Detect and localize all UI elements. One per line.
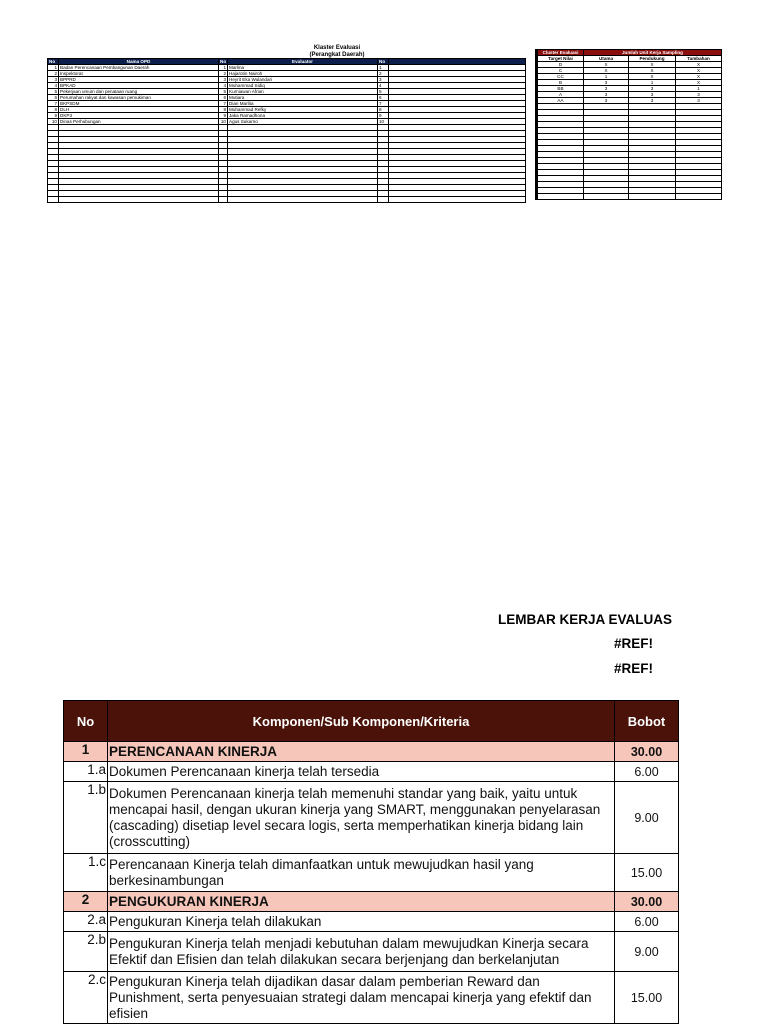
col-no: No xyxy=(64,701,108,742)
ref-error-1: #REF! xyxy=(614,636,654,651)
row-text: Pengukuran Kinerja telah dilakukan xyxy=(108,912,615,932)
table-row xyxy=(537,194,722,200)
target-value: B xyxy=(537,80,584,86)
opd-no: 10 xyxy=(48,119,59,125)
opd-name: Badan Perencanaan Pembangunan Daerah xyxy=(59,65,219,71)
pendukung-value: 1 xyxy=(629,80,676,86)
opd-name: Dinas Perhubungan xyxy=(59,119,219,125)
evaluator-no: 2 xyxy=(219,71,228,77)
row-number: 1 xyxy=(64,742,108,762)
pendukung-value: X xyxy=(629,74,676,80)
opd-no: 7 xyxy=(48,101,59,107)
row-bobot: 9.00 xyxy=(615,932,679,972)
opd-name: BPKAD xyxy=(59,83,219,89)
tambahan-value: X xyxy=(676,80,722,86)
col-opd: Nama OPD xyxy=(59,59,219,65)
third-no: 8 xyxy=(378,107,389,113)
col-pendukung: Pendukung xyxy=(629,56,676,62)
row-text: Dokumen Perencanaan kinerja telah memenuhi standar yang baik, yaitu untuk mencapai hasil, dengan ukuran kinerja yang SMART, menggunakan penyelarasan (cascading) disetiap level secara logis, serta memperhatikan kinerja bidang lain (crosscutting) xyxy=(108,782,615,854)
opd-name: Inspektorat xyxy=(59,71,219,77)
row-text: PERENCANAAN KINERJA xyxy=(108,742,615,762)
opd-no: 3 xyxy=(48,77,59,83)
opd-name: BKPSDM xyxy=(59,101,219,107)
evaluator-name: Agus Sukarno xyxy=(228,119,378,125)
row-number: 2.b xyxy=(64,932,108,972)
col-no-1: No xyxy=(48,59,59,65)
target-value: BB xyxy=(537,86,584,92)
row-text: Pengukuran Kinerja telah menjadi kebutuhan dalam mewujudkan Kinerja secara Efektif dan Efisien dan telah dilakukan secara berjenjang dan berkelanjutan xyxy=(108,932,615,972)
evaluator-no: 3 xyxy=(219,77,228,83)
lembar-kerja-title: LEMBAR KERJA EVALUAS xyxy=(498,612,673,627)
opd-no: 2 xyxy=(48,71,59,77)
sheet-subtitle: (Perangkat Daerah) xyxy=(309,52,365,58)
col-evaluator: Evaluator xyxy=(228,59,378,65)
evaluator-name: Muhammad Refky xyxy=(228,107,378,113)
tambahan-value: 3 xyxy=(676,92,722,98)
third-no: 3 xyxy=(378,77,389,83)
target-value: C xyxy=(537,68,584,74)
row-text: Dokumen Perencanaan kinerja telah tersedia xyxy=(108,762,615,782)
third-no: 9 xyxy=(378,113,389,119)
evaluator-no: 4 xyxy=(219,83,228,89)
tambahan-value: X xyxy=(676,62,722,68)
criteria-row xyxy=(64,912,679,932)
third-no: 5 xyxy=(378,89,389,95)
row-number: 2.a xyxy=(64,912,108,932)
criteria-row xyxy=(64,854,679,892)
evaluator-no: 1 xyxy=(219,65,228,71)
third-no: 10 xyxy=(378,119,389,125)
pendukung-value: 3 xyxy=(629,92,676,98)
sheet-title: Klaster Evaluasi xyxy=(313,45,361,51)
evaluator-name: Mutiara xyxy=(228,95,378,101)
evaluator-name: Kurniawan Afrian xyxy=(228,89,378,95)
row-bobot: 6.00 xyxy=(615,912,679,932)
row-number: 1.c xyxy=(64,854,108,892)
utama-value: 3 xyxy=(584,92,629,98)
opd-no: 4 xyxy=(48,83,59,89)
col-no-3: No xyxy=(378,59,389,65)
ref-error-2: #REF! xyxy=(614,661,654,676)
opd-no: 9 xyxy=(48,113,59,119)
row-number: 2 xyxy=(64,892,108,912)
tambahan-value: 1 xyxy=(676,86,722,92)
evaluator-name xyxy=(228,197,378,203)
target-value xyxy=(537,194,584,200)
col-target: Target Nilai xyxy=(537,56,584,62)
tambahan-value: 3 xyxy=(676,98,722,104)
opd-no: 8 xyxy=(48,107,59,113)
evaluator-no xyxy=(219,197,228,203)
third-no: 7 xyxy=(378,101,389,107)
pendukung-value: X xyxy=(629,62,676,68)
utama-value: 3 xyxy=(584,80,629,86)
col-komponen: Komponen/Sub Komponen/Kriteria xyxy=(108,701,615,742)
criteria-row xyxy=(64,972,679,1024)
evaluator-no: 10 xyxy=(219,119,228,125)
row-bobot: 30.00 xyxy=(615,742,679,762)
utama-value: X xyxy=(584,62,629,68)
cluster-target-table xyxy=(535,49,722,200)
evaluator-name: Jaka Ramadhona xyxy=(228,113,378,119)
opd-name xyxy=(59,197,219,203)
opd-name: Pekerjaan umum dan penataan ruang xyxy=(59,89,219,95)
criteria-row xyxy=(64,782,679,854)
opd-name: BPPRD xyxy=(59,77,219,83)
target-value: A xyxy=(537,92,584,98)
opd-name: Perumahan rakyat dan kawasan pemukiman xyxy=(59,95,219,101)
row-bobot: 15.00 xyxy=(615,972,679,1024)
section-row xyxy=(64,892,679,912)
blank-cell xyxy=(389,197,526,203)
utama-value: 3 xyxy=(584,98,629,104)
col-tambahan: Tambahan xyxy=(676,56,722,62)
col-utama: Utama xyxy=(584,56,629,62)
criteria-row xyxy=(64,762,679,782)
pendukung-value: 3 xyxy=(629,86,676,92)
evaluator-no: 8 xyxy=(219,107,228,113)
tambahan-value: X xyxy=(676,68,722,74)
row-bobot: 15.00 xyxy=(615,854,679,892)
utama-value: 1 xyxy=(584,74,629,80)
opd-no xyxy=(48,197,59,203)
section-row xyxy=(64,742,679,762)
opd-name: DLH xyxy=(59,107,219,113)
col-sampling: Jumlah Unit Kerja Sampling xyxy=(584,50,722,56)
third-no: 4 xyxy=(378,83,389,89)
row-bobot: 30.00 xyxy=(615,892,679,912)
evaluator-name: Dian Marlita xyxy=(228,101,378,107)
tambahan-value: X xyxy=(676,74,722,80)
pendukung-value xyxy=(629,194,676,200)
row-bobot: 6.00 xyxy=(615,762,679,782)
evaluator-name: Muhammad Sidiq xyxy=(228,83,378,89)
row-text: Pengukuran Kinerja telah dijadikan dasar dalam pemberian Reward dan Punishment, serta penyesuaian strategi dalam mencapai kinerja yang efektif dan efisien xyxy=(108,972,615,1024)
evaluator-name: Heyrit Eka Wulandari xyxy=(228,77,378,83)
row-text: PENGUKURAN KINERJA xyxy=(108,892,615,912)
utama-value: X xyxy=(584,68,629,74)
evaluator-no: 7 xyxy=(219,101,228,107)
row-number: 1.a xyxy=(64,762,108,782)
table-row xyxy=(48,197,526,203)
criteria-row xyxy=(64,932,679,972)
third-no: 2 xyxy=(378,71,389,77)
target-value: AA xyxy=(537,98,584,104)
target-value: CC xyxy=(537,74,584,80)
evaluator-no: 9 xyxy=(219,113,228,119)
utama-value: 3 xyxy=(584,86,629,92)
third-no xyxy=(378,197,389,203)
pendukung-value: X xyxy=(629,68,676,74)
opd-name: DKP3 xyxy=(59,113,219,119)
third-no: 1 xyxy=(378,65,389,71)
opd-no: 1 xyxy=(48,65,59,71)
opd-no: 6 xyxy=(48,95,59,101)
row-number: 1.b xyxy=(64,782,108,854)
cluster-sheet xyxy=(47,45,720,190)
row-text: Perencanaan Kinerja telah dimanfaatkan untuk mewujudkan hasil yang berkesinambungan xyxy=(108,854,615,892)
col-bobot: Bobot xyxy=(615,701,679,742)
target-value: D xyxy=(537,62,584,68)
evaluation-header-row xyxy=(64,701,679,742)
evaluation-table xyxy=(63,700,679,1024)
tambahan-value xyxy=(676,194,722,200)
pendukung-value: 3 xyxy=(629,98,676,104)
evaluator-name: Marlina xyxy=(228,65,378,71)
third-no: 6 xyxy=(378,95,389,101)
evaluator-no: 5 xyxy=(219,89,228,95)
evaluator-name: Hajarotin Nairoh xyxy=(228,71,378,77)
row-number: 2.c xyxy=(64,972,108,1024)
utama-value xyxy=(584,194,629,200)
row-bobot: 9.00 xyxy=(615,782,679,854)
col-no-2: No xyxy=(220,59,227,64)
col-cluster: Cluster Evaluasi xyxy=(537,50,584,56)
opd-no: 5 xyxy=(48,89,59,95)
opd-evaluator-table xyxy=(47,58,526,203)
evaluator-no: 6 xyxy=(219,95,228,101)
